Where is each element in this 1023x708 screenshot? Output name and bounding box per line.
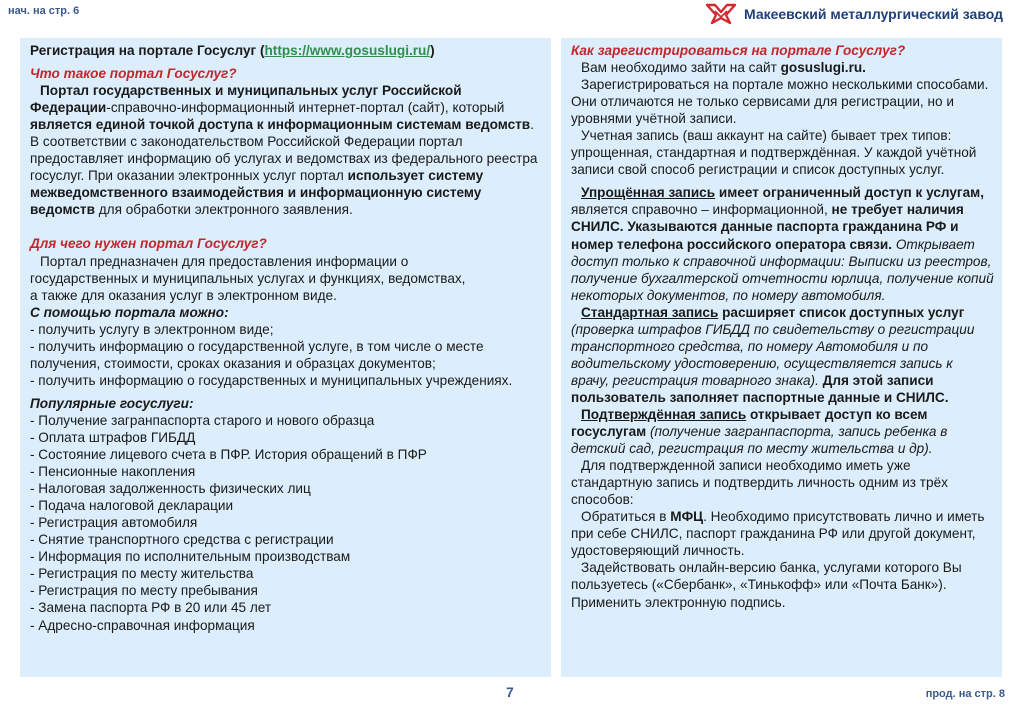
portal-purpose-line2: государственных и муниципальных услугах и функциях, ведомствах, xyxy=(30,270,466,286)
list-item: - Замена паспорта РФ в 20 или 45 лет xyxy=(30,600,272,616)
list-item: - Регистрация по месту жительства xyxy=(30,566,254,582)
list-item: - Налоговая задолженность физических лиц xyxy=(30,481,311,497)
visit-site-paragraph: Вам необходимо зайти на сайт gosuslugi.ru. xyxy=(581,60,866,76)
list-item: - Оплата штрафов ГИБДД xyxy=(30,429,196,445)
right-column xyxy=(561,38,1002,677)
online-bank-paragraph: Задействовать онлайн-версию банка, услугами которого Вы пользуетесь («Сбербанк», «Тинькофф» или «Почта Банк»). Применить электронную подпись. xyxy=(571,560,962,610)
list-item: - Адресно-справочная информация xyxy=(30,617,255,633)
company-name: Макеевский металлургический завод xyxy=(743,6,1003,22)
registration-methods-paragraph: Зарегистрироваться на портале можно несколькими способами. Они отличаются не только сервисами для регистрации, но и уровнями учётной записи. xyxy=(571,77,989,127)
next-page-note: прод. на стр. 8 xyxy=(925,688,1005,700)
list-item: - Регистрация по месту пребывания xyxy=(30,583,258,599)
popular-services-title: Популярные госуслуги: xyxy=(30,395,194,411)
confirmation-requirements-paragraph: Для подтвержденной записи необходимо иметь уже стандартную запись и подтвердить личность одним из трёх способов: xyxy=(571,458,948,508)
list-item: - Снятие транспортного средства с регистрации xyxy=(30,532,334,548)
list-item: - Подача налоговой декларации xyxy=(30,498,234,514)
confirmed-account-paragraph: Подтверждённая запись открывает доступ ко всем госуслугам (получение загранпаспорта, запись ребенка в детский сад, регистрация по месту жительства и др). xyxy=(571,406,948,457)
standard-account-paragraph: Стандартная запись расширяет список доступных услуг (проверка штрафов ГИБДД по свидетельству о регистрации транспортного средства, по номеру Автомобиля и по водительскому удостоверению, осуществляется запись к врачу, регистрация товарного знака). Для этой записи пользователь заполняет паспортные данные и СНИЛС. xyxy=(571,304,975,405)
list-item: - Регистрация автомобиля xyxy=(30,515,198,531)
list-item: - Состояние лицевого счета в ПФР. История обращений в ПФР xyxy=(30,447,427,463)
account-types-paragraph: Учетная запись (ваш аккаунт на сайте) бывает трех типов: упрощенная, стандартная и подтверждённая. У каждой учётной записи свой способ регистрации и список доступных услуг. xyxy=(571,128,977,178)
list-item: - получить информацию о государственных и муниципальных учреждениях. xyxy=(30,372,513,388)
portal-description: Портал государственных и муниципальных услуг Российской Федерации-справочно-информационный интернет-портал (сайт), который является единой точкой доступа к информационным системам ведомств. В соответствии с законодательством Российской Федерации портал предоставляет информацию об услугах и ведомствах из федерального реестра госуслуг. При оказании электронных услуг портал использует систему межведомственного взаимодействия и информационную систему ведомств для обработки электронного заявления. xyxy=(30,83,538,218)
list-item: - получить информацию о государственной услуге, в том числе о месте получения, стоимости, сроках оказания и образцах документов; xyxy=(30,338,484,371)
page-number: 7 xyxy=(506,684,514,700)
prev-page-note: нач. на стр. 6 xyxy=(8,5,80,17)
portal-purpose-line1: Портал предназначен для предоставления информации о xyxy=(40,253,409,269)
list-item: - Информация по исполнительным производствам xyxy=(30,549,351,565)
left-column xyxy=(20,38,551,677)
brand-header xyxy=(704,0,1003,28)
capabilities-title: С помощью портала можно: xyxy=(30,304,229,320)
mfc-paragraph: Обратиться в МФЦ. Необходимо присутствовать лично и иметь при себе СНИЛС, паспорт гражданина РФ или другой документ, удостоверяющий личность. xyxy=(571,509,985,559)
list-item: - Получение загранпаспорта старого и нового образца xyxy=(30,412,375,428)
gosuslugi-link[interactable]: https://www.gosuslugi.ru/ xyxy=(264,43,431,58)
capabilities-list xyxy=(30,321,541,389)
question-what-is-portal: Что такое портал Госуслуг? xyxy=(30,66,237,82)
question-why-portal: Для чего нужен портал Госуслуг? xyxy=(30,236,267,252)
simplified-account-paragraph: Упрощённая запись имеет ограниченный доступ к услугам, является справочно – информационной, не требует наличия СНИЛС. Указываются данные паспорта гражданина РФ и номер телефона российского оператора связи. Открывает доступ только к справочной информации: Выписки из реестров, получение бухгалтерской отчетности юрлица, получение копий некоторых документов, по номеру автомобиля. xyxy=(571,185,994,303)
list-item: - Пенсионные накопления xyxy=(30,464,196,480)
list-item: - получить услугу в электронном виде; xyxy=(30,321,274,337)
portal-purpose-line3: а также для оказания услуг в электронном виде. xyxy=(30,287,337,303)
company-logo-icon xyxy=(704,2,738,26)
popular-services-list xyxy=(30,412,541,634)
question-how-register: Как зарегистрироваться на портале Госуслуг? xyxy=(571,43,906,58)
left-title: Регистрация на портале Госуслуг (https://www.gosuslugi.ru/) xyxy=(30,43,435,58)
